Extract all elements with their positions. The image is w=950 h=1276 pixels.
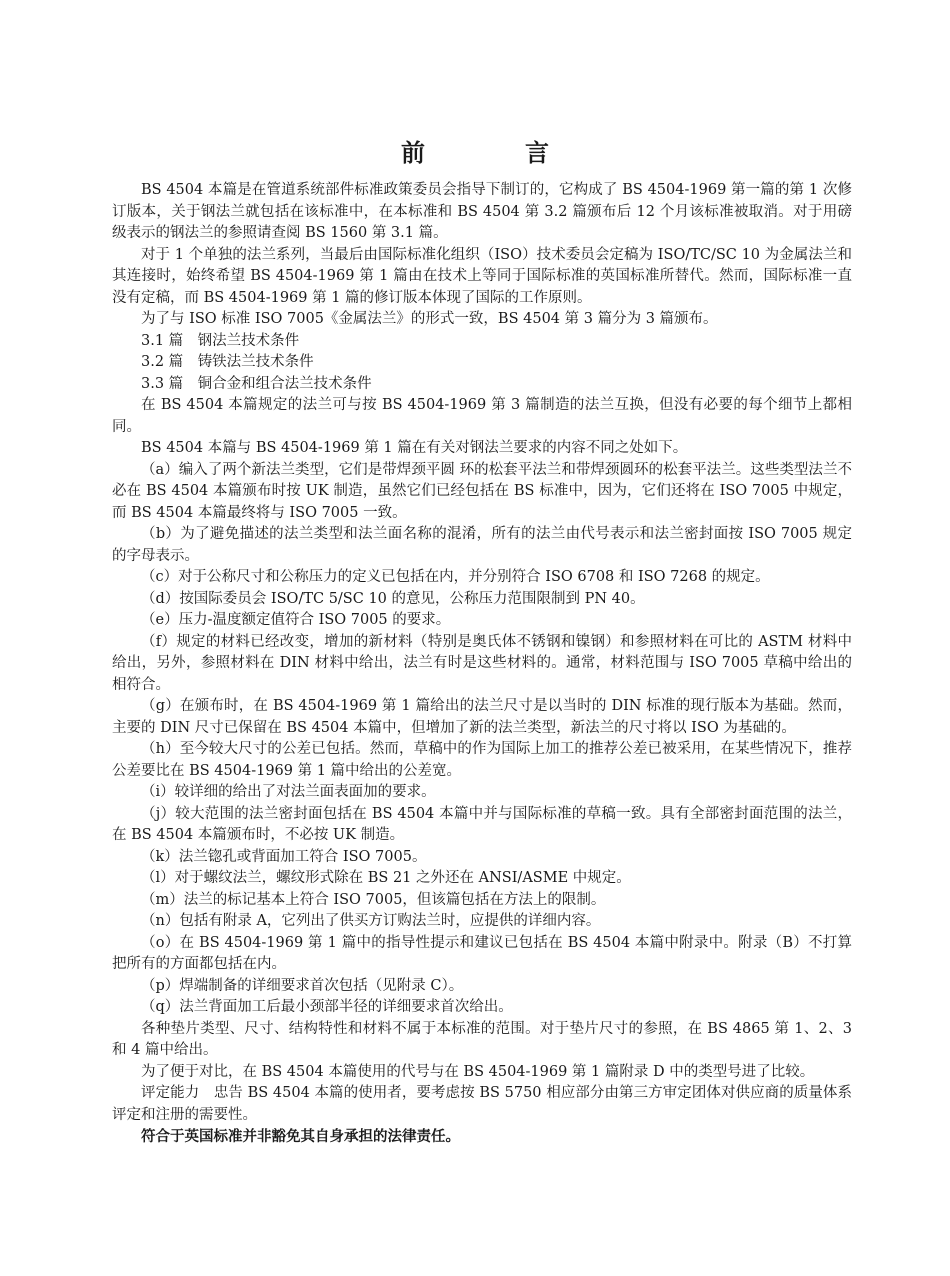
gasket-paragraph: 各种垫片类型、尺寸、结构特性和材料不属于本标准的范围。对于垫片尺寸的参照，在 BS 4865 第 1、2、3 和 4 篇中给出。 bbox=[112, 1020, 852, 1058]
difference-item-a: （a）编入了两个新法兰类型，它们是带焊颈平圆 环的松套平法兰和带焊颈圆环的松套平法兰。这些类型法兰不必在 BS 4504 本篇颁布时按 UK 制造，虽然它们已经包括在 BS 标准中，因为，它们还将在 ISO 7005 中规定，而 BS 4504 本篇最终将与 ISO 7005 一致。 bbox=[112, 461, 852, 521]
difference-item-c: （c）对于公称尺寸和公称压力的定义已包括在内，并分别符合 ISO 6708 和 ISO 7268 的规定。 bbox=[141, 569, 770, 585]
difference-item-b: （b）为了避免描述的法兰类型和法兰面名称的混淆，所有的法兰由代号表示和法兰密封面按 ISO 7005 规定的字母表示。 bbox=[112, 526, 852, 564]
intro-paragraph: BS 4504 本篇是在管道系统部件标准政策委员会指导下制订的，它构成了 BS 4504-1969 第一篇的第 1 次修订版本，关于钢法兰就包括在该标准中，在本标准和 BS 4504 第 3.2 篇颁布后 12 个月该标准被取消。对于用磅级表示的钢法兰的参照请查阅 BS 1560 第 3.1 篇。 bbox=[112, 182, 852, 241]
difference-item-j: （j）较大范围的法兰密封面包括在 BS 4504 本篇中并与国际标准的草稿一致。具有全部密封面范围的法兰，在 BS 4504 本篇颁布时，不必按 UK 制造。 bbox=[112, 805, 852, 843]
difference-item-m: （m）法兰的标记基本上符合 ISO 7005，但该篇包括在方法上的限制。 bbox=[141, 891, 606, 908]
difference-item-d: （d）按国际委员会 ISO/TC 5/SC 10 的意见，公称压力范围限制到 PN 40。 bbox=[141, 590, 645, 607]
difference-item-f: （f）规定的材料已经改变，增加的新材料（特别是奥氏体不锈钢和镍钢）和参照材料在可比的 ASTM 材料中给出，另外，参照材料在 DIN 材料中给出，法兰有时是这些材料的。通常，材料范围与 ISO 7005 草稿中给出的相符合。 bbox=[112, 633, 852, 693]
part-list-item: 3.1 篇 钢法兰技术条件 bbox=[141, 332, 300, 349]
part-list-item: 3.3 篇 铜合金和组合法兰技术条件 bbox=[141, 375, 372, 392]
difference-item-h: （h）至今较大尺寸的公差已包括。然而，草稿中的作为国际上加工的推荐公差已被采用，在某些情况下，推荐公差要比在 BS 4504-1969 第 1 篇中给出的公差宽。 bbox=[112, 741, 852, 779]
difference-item-k: （k）法兰锪孔或背面加工符合 ISO 7005。 bbox=[141, 848, 427, 865]
difference-item-l: （l）对于螺纹法兰，螺纹形式除在 BS 21 之外还在 ANSI/ASME 中规定。 bbox=[141, 870, 631, 886]
differences-paragraph: BS 4504 本篇与 BS 4504-1969 第 1 篇在有关对钢法兰要求的内容不同之处如下。 bbox=[141, 440, 688, 456]
part-list-item: 3.2 篇 铸铁法兰技术条件 bbox=[141, 354, 314, 370]
difference-item-p: （p）焊端制备的详细要求首次包括（见附录 C）。 bbox=[141, 977, 464, 994]
assessment-paragraph: 评定能力 忠告 BS 4504 本篇的使用者，要考虑按 BS 5750 相应部分由第三方审定团体对供应商的质量体系评定和注册的需要性。 bbox=[112, 1085, 852, 1123]
interchange-paragraph: 在 BS 4504 本篇规定的法兰可与按 BS 4504-1969 第 3 篇制造的法兰互换，但没有必要的每个细节上都相同。 bbox=[112, 397, 852, 435]
difference-item-g: （g）在颁布时，在 BS 4504-1969 第 1 篇给出的法兰尺寸是以当时的 DIN 标准的现行版本为基础。然而，主要的 DIN 尺寸已保留在 BS 4504 本篇中，但增加了新的法兰类型，新法兰的尺寸将以 ISO 为基础的。 bbox=[112, 698, 852, 736]
compliance-statement: 符合于英国标准并非豁免其自身承担的法律责任。 bbox=[141, 1128, 460, 1145]
page-title: 前 言 bbox=[401, 138, 587, 167]
document-body bbox=[112, 180, 852, 1148]
parts-intro-paragraph: 为了与 ISO 标准 ISO 7005《金属法兰》的形式一致，BS 4504 第 3 篇分为 3 篇颁布。 bbox=[141, 311, 718, 327]
comparison-paragraph: 为了便于对比，在 BS 4504 本篇使用的代号与在 BS 4504-1969 第 1 篇附录 D 中的类型号进了比较。 bbox=[141, 1063, 815, 1080]
difference-item-e: （e）压力-温度额定值符合 ISO 7005 的要求。 bbox=[141, 612, 451, 628]
difference-item-n: （n）包括有附录 A，它列出了供买方订购法兰时，应提供的详细内容。 bbox=[141, 913, 601, 929]
difference-item-i: （i）较详细的给出了对法兰面表面加的要求。 bbox=[141, 784, 436, 800]
difference-item-q: （q）法兰背面加工后最小颈部半径的详细要求首次给出。 bbox=[141, 999, 513, 1015]
iso-paragraph: 对于 1 个单独的法兰系列，当最后由国际标准化组织（ISO）技术委员会定稿为 ISO/TC/SC 10 为金属法兰和其连接时，始终希望 BS 4504-1969 第 1 篇由在技术上等同于国际标准的英国标准所替代。然而，国际标准一直没有定稿，而 BS 4504-1969 第 1 篇的修订版本体现了国际的工作原则。 bbox=[112, 246, 852, 306]
difference-item-o: （o）在 BS 4504-1969 第 1 篇中的指导性提示和建议已包括在 BS 4504 本篇中附录中。附录（B）不打算把所有的方面都包括在内。 bbox=[112, 934, 852, 972]
